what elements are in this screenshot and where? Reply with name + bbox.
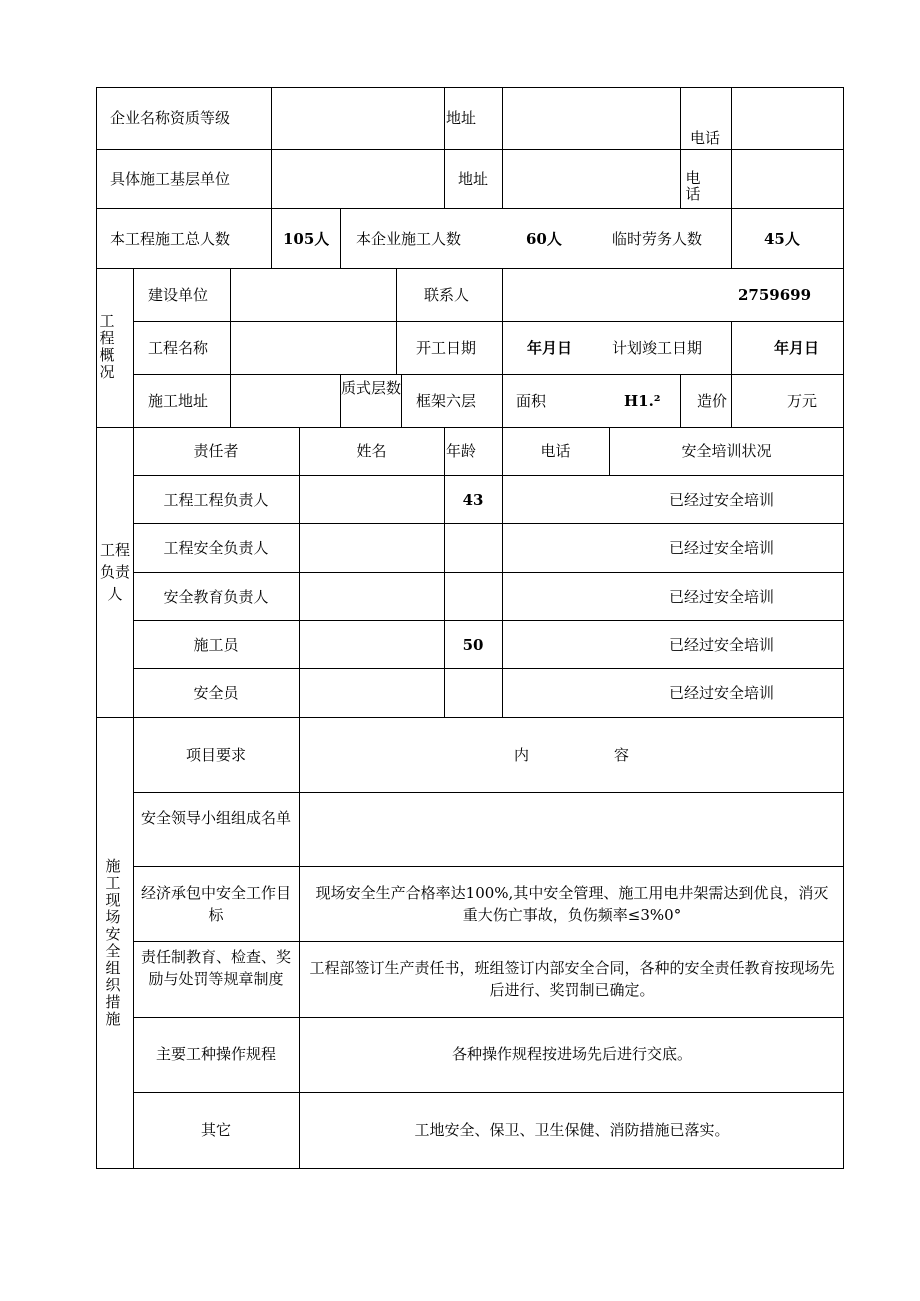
address-label: 地址 bbox=[458, 170, 489, 188]
row-divider bbox=[133, 475, 844, 476]
row-divider bbox=[96, 717, 844, 718]
training-cell: 已经过安全培训 bbox=[669, 588, 775, 606]
row-divider bbox=[133, 1092, 844, 1093]
address-label: 地址 bbox=[446, 109, 477, 127]
col-divider bbox=[401, 374, 402, 427]
item-cell: 其它 bbox=[200, 1121, 231, 1139]
col-header-training: 安全培训状况 bbox=[681, 442, 772, 460]
row-divider bbox=[133, 321, 844, 322]
row-divider bbox=[133, 620, 844, 621]
area-value: H1.² bbox=[624, 392, 661, 410]
content-cell: 各种操作规程按进场先后进行交底。 bbox=[451, 1045, 692, 1063]
age-cell: 50 bbox=[462, 636, 484, 654]
col-header-role: 责任者 bbox=[193, 442, 239, 460]
temp-workers-label: 临时劳务人数 bbox=[612, 230, 703, 248]
phone-label: 电话 bbox=[685, 169, 701, 203]
col-header-age: 年龄 bbox=[446, 442, 477, 460]
area-label: 面积 bbox=[516, 392, 547, 410]
end-date-value: 年月日 bbox=[774, 339, 820, 357]
role-cell: 安全教育负责人 bbox=[163, 588, 269, 606]
end-date-label: 计划竣工日期 bbox=[612, 339, 703, 357]
item-cell: 经济承包中安全工作目标 bbox=[140, 884, 291, 924]
contact-label: 联系人 bbox=[424, 286, 470, 304]
col-divider bbox=[731, 87, 732, 268]
table-border bbox=[843, 87, 844, 1169]
role-cell: 施工员 bbox=[193, 636, 239, 654]
table-border bbox=[96, 87, 97, 1169]
company-workers-label: 本企业施工人数 bbox=[356, 230, 462, 248]
cost-label: 造价 bbox=[697, 392, 728, 410]
item-cell: 安全领导小组组成名单 bbox=[140, 809, 291, 827]
responsible-section-label: 工程负责人 bbox=[99, 541, 130, 603]
training-cell: 已经过安全培训 bbox=[669, 491, 775, 509]
measures-section-label: 施工现场安全组织措施 bbox=[105, 857, 121, 1028]
start-date-label: 开工日期 bbox=[416, 339, 477, 357]
content-cell: 工程部签订生产责任书，班组签订内部安全合同，各种的安全责任教育按现场先后进行、奖罚制已确定。 bbox=[309, 959, 835, 999]
cost-value: 万元 bbox=[787, 392, 818, 410]
temp-workers-value: 45人 bbox=[764, 230, 800, 248]
row-divider bbox=[133, 374, 844, 375]
row-divider bbox=[96, 268, 844, 269]
col-divider bbox=[271, 87, 272, 268]
row-divider bbox=[133, 523, 844, 524]
col-divider bbox=[299, 717, 300, 1168]
col-divider bbox=[396, 268, 397, 374]
col-divider bbox=[502, 87, 503, 208]
content-cell: 现场安全生产合格率达100%,其中安全管理、施工用电井架需达到优良，消灭重大伤亡事故，负伤频率≤3%0° bbox=[315, 884, 829, 924]
overview-section-label: 工程概况 bbox=[99, 312, 115, 381]
row-divider bbox=[133, 866, 844, 867]
start-date-value: 年月日 bbox=[527, 339, 573, 357]
col-divider bbox=[502, 427, 503, 717]
total-workers-label: 本工程施工总人数 bbox=[110, 230, 231, 248]
structure-value: 框架六层 bbox=[416, 392, 477, 410]
company-label: 企业名称资质等级 bbox=[110, 109, 231, 127]
col-divider bbox=[230, 268, 231, 427]
age-cell: 43 bbox=[462, 491, 484, 509]
col-divider bbox=[680, 87, 681, 208]
company-workers-value: 60人 bbox=[526, 230, 562, 248]
table-border bbox=[96, 1168, 844, 1169]
contact-value: 2759699 bbox=[738, 286, 812, 304]
item-cell: 主要工种操作规程 bbox=[155, 1045, 276, 1063]
section-divider bbox=[133, 268, 134, 1168]
total-workers-value: 105人 bbox=[283, 230, 330, 248]
training-cell: 已经过安全培训 bbox=[669, 636, 775, 654]
row-divider bbox=[133, 941, 844, 942]
content-cell: 工地安全、保卫、卫生保健、消防措施已落实。 bbox=[414, 1121, 730, 1139]
structure-label: 质式层数 bbox=[341, 379, 402, 397]
site-address-label: 施工地址 bbox=[148, 392, 209, 410]
project-name-label: 工程名称 bbox=[148, 339, 209, 357]
col-header-name: 姓名 bbox=[356, 442, 387, 460]
col-divider bbox=[444, 427, 445, 717]
col-divider bbox=[731, 321, 732, 374]
col-divider bbox=[680, 374, 681, 427]
row-divider bbox=[133, 668, 844, 669]
role-cell: 工程工程负责人 bbox=[163, 491, 269, 509]
item-cell: 责任制教育、检查、奖励与处罚等规章制度 bbox=[140, 948, 291, 988]
training-cell: 已经过安全培训 bbox=[669, 684, 775, 702]
col-header-item: 项目要求 bbox=[185, 746, 246, 764]
col-header-content-2: 容 bbox=[614, 746, 630, 764]
row-divider bbox=[133, 1017, 844, 1018]
row-divider bbox=[133, 572, 844, 573]
role-cell: 工程安全负责人 bbox=[163, 539, 269, 557]
row-divider bbox=[96, 427, 844, 428]
role-cell: 安全员 bbox=[193, 684, 239, 702]
col-divider bbox=[444, 87, 445, 208]
col-divider bbox=[299, 427, 300, 717]
col-header-phone: 电话 bbox=[540, 442, 571, 460]
col-divider bbox=[731, 374, 732, 427]
col-divider bbox=[340, 208, 341, 268]
builder-label: 建设单位 bbox=[148, 286, 209, 304]
col-header-content-1: 内 bbox=[514, 746, 530, 764]
sub-unit-label: 具体施工基层单位 bbox=[110, 170, 231, 188]
col-divider bbox=[502, 268, 503, 427]
phone-label: 电话 bbox=[690, 129, 721, 147]
row-divider bbox=[133, 792, 844, 793]
training-cell: 已经过安全培训 bbox=[669, 539, 775, 557]
